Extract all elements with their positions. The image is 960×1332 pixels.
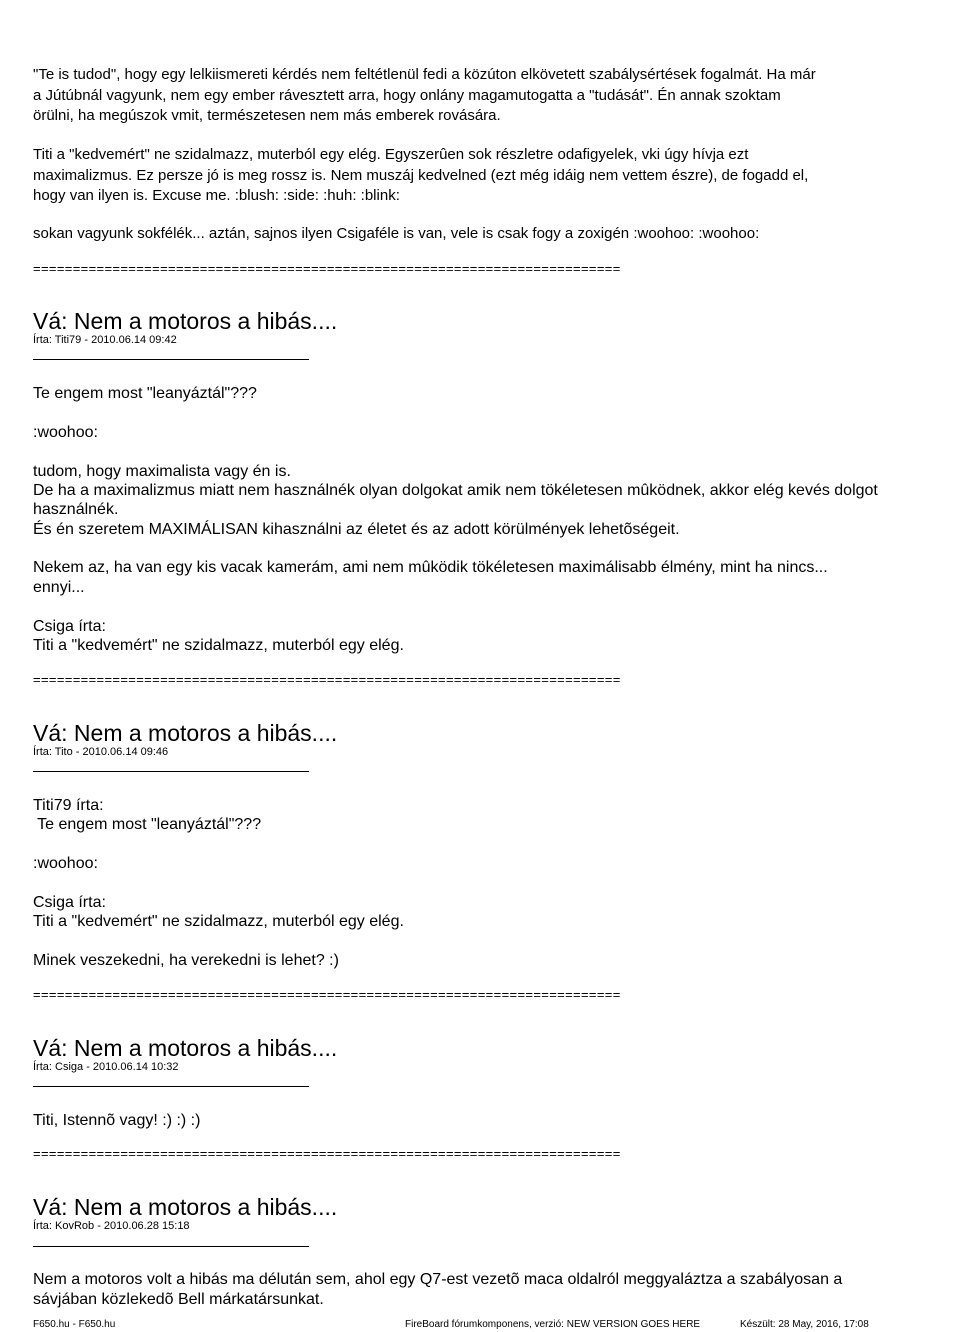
footer-site: F650.hu - F650.hu xyxy=(33,1319,116,1330)
quote-author: Csiga írta: xyxy=(33,618,106,635)
post-title: Vá: Nem a motoros a hibás.... xyxy=(33,720,338,746)
post-text-line: De ha a maximalizmus miatt nem használnék olyan dolgokat amik nem tökéletesen mûködnek, akkor elég kevés dolgot xyxy=(33,482,878,499)
quote-author: Titi79 írta: xyxy=(33,797,104,814)
meta-divider xyxy=(33,771,309,772)
intro-line: a Jútúbnál vagyunk, nem egy ember rávesztett arra, hogy onlány magamutogatta a "tudását". Én annak szoktam xyxy=(33,87,781,104)
post-meta: Írta: Tito - 2010.06.14 09:46 xyxy=(33,746,169,758)
post-separator: ========================================================================== xyxy=(33,1146,621,1161)
post-text-line: használnék. xyxy=(33,501,119,518)
footer-component: FireBoard fórumkomponens, verzió: NEW VERSION GOES HERE xyxy=(405,1319,701,1330)
post-text-line: Minek veszekedni, ha verekedni is lehet? :) xyxy=(33,952,339,969)
post-meta: Írta: Csiga - 2010.06.14 10:32 xyxy=(33,1061,179,1073)
post-title: Vá: Nem a motoros a hibás.... xyxy=(33,1194,338,1220)
post-text-line: sávjában közlekedõ Bell márkatársunkat. xyxy=(33,1291,324,1308)
post-text-line: Nem a motoros volt a hibás ma délután sem, ahol egy Q7-est vezetõ maca oldalról meggyaláztza a szabályosan a xyxy=(33,1271,843,1288)
meta-divider xyxy=(33,1246,309,1247)
post-meta: Írta: KovRob - 2010.06.28 15:18 xyxy=(33,1220,190,1232)
post-text-line: ennyi... xyxy=(33,579,85,596)
post-separator: ========================================================================== xyxy=(33,261,621,276)
post-meta: Írta: Titi79 - 2010.06.14 09:42 xyxy=(33,334,177,346)
footer-generated: Készült: 28 May, 2016, 17:08 xyxy=(740,1319,869,1330)
post-text-line: Nekem az, ha van egy kis vacak kamerám, ami nem mûködik tökéletesen maximálisabb élmény, mint ha nincs... xyxy=(33,559,828,576)
post-text-line: :woohoo: xyxy=(33,855,98,872)
intro-line: "Te is tudod", hogy egy lelkiismereti kérdés nem feltétlenül fedi a közúton elkövetett szabálysértések fogalmát. Ha már xyxy=(33,66,816,83)
intro-line: sokan vagyunk sokfélék... aztán, sajnos ilyen Csigaféle is van, vele is csak fogy a zoxigén :woohoo: :woohoo: xyxy=(33,225,760,242)
intro-line: hogy van ilyen is. Excuse me. :blush: :side: :huh: :blink: xyxy=(33,187,400,204)
post-separator: ========================================================================== xyxy=(33,987,621,1002)
quote-text: Titi a "kedvemért" ne szidalmazz, muterból egy elég. xyxy=(33,913,404,930)
post-title: Vá: Nem a motoros a hibás.... xyxy=(33,1035,338,1061)
post-text-line: És én szeretem MAXIMÁLISAN kihasználni az életet és az adott körülmények lehetõségeit. xyxy=(33,521,680,538)
post-title: Vá: Nem a motoros a hibás.... xyxy=(33,308,338,334)
post-separator: ========================================================================== xyxy=(33,672,621,687)
post-text-line: :woohoo: xyxy=(33,424,98,441)
post-text-line: Titi, Istennõ vagy! :) :) :) xyxy=(33,1112,201,1129)
intro-line: Titi a "kedvemért" ne szidalmazz, muterból egy elég. Egyszerûen sok részletre odafigyelek, vki úgy hívja ezt xyxy=(33,146,749,163)
quote-text: Te engem most "leanyáztál"??? xyxy=(33,816,262,833)
post-text-line: Te engem most "leanyáztál"??? xyxy=(33,385,257,402)
post-text-line: tudom, hogy maximalista vagy én is. xyxy=(33,463,291,480)
quote-text: Titi a "kedvemért" ne szidalmazz, muterból egy elég. xyxy=(33,637,404,654)
meta-divider xyxy=(33,1086,309,1087)
intro-line: maximalizmus. Ez persze jó is meg rossz is. Nem muszáj kedvelned (ezt még idáig nem vettem észre), de fogadd el, xyxy=(33,167,809,184)
intro-line: örülni, ha megúszok vmit, természetesen nem más emberek rovására. xyxy=(33,107,501,124)
meta-divider xyxy=(33,359,309,360)
quote-author: Csiga írta: xyxy=(33,894,106,911)
